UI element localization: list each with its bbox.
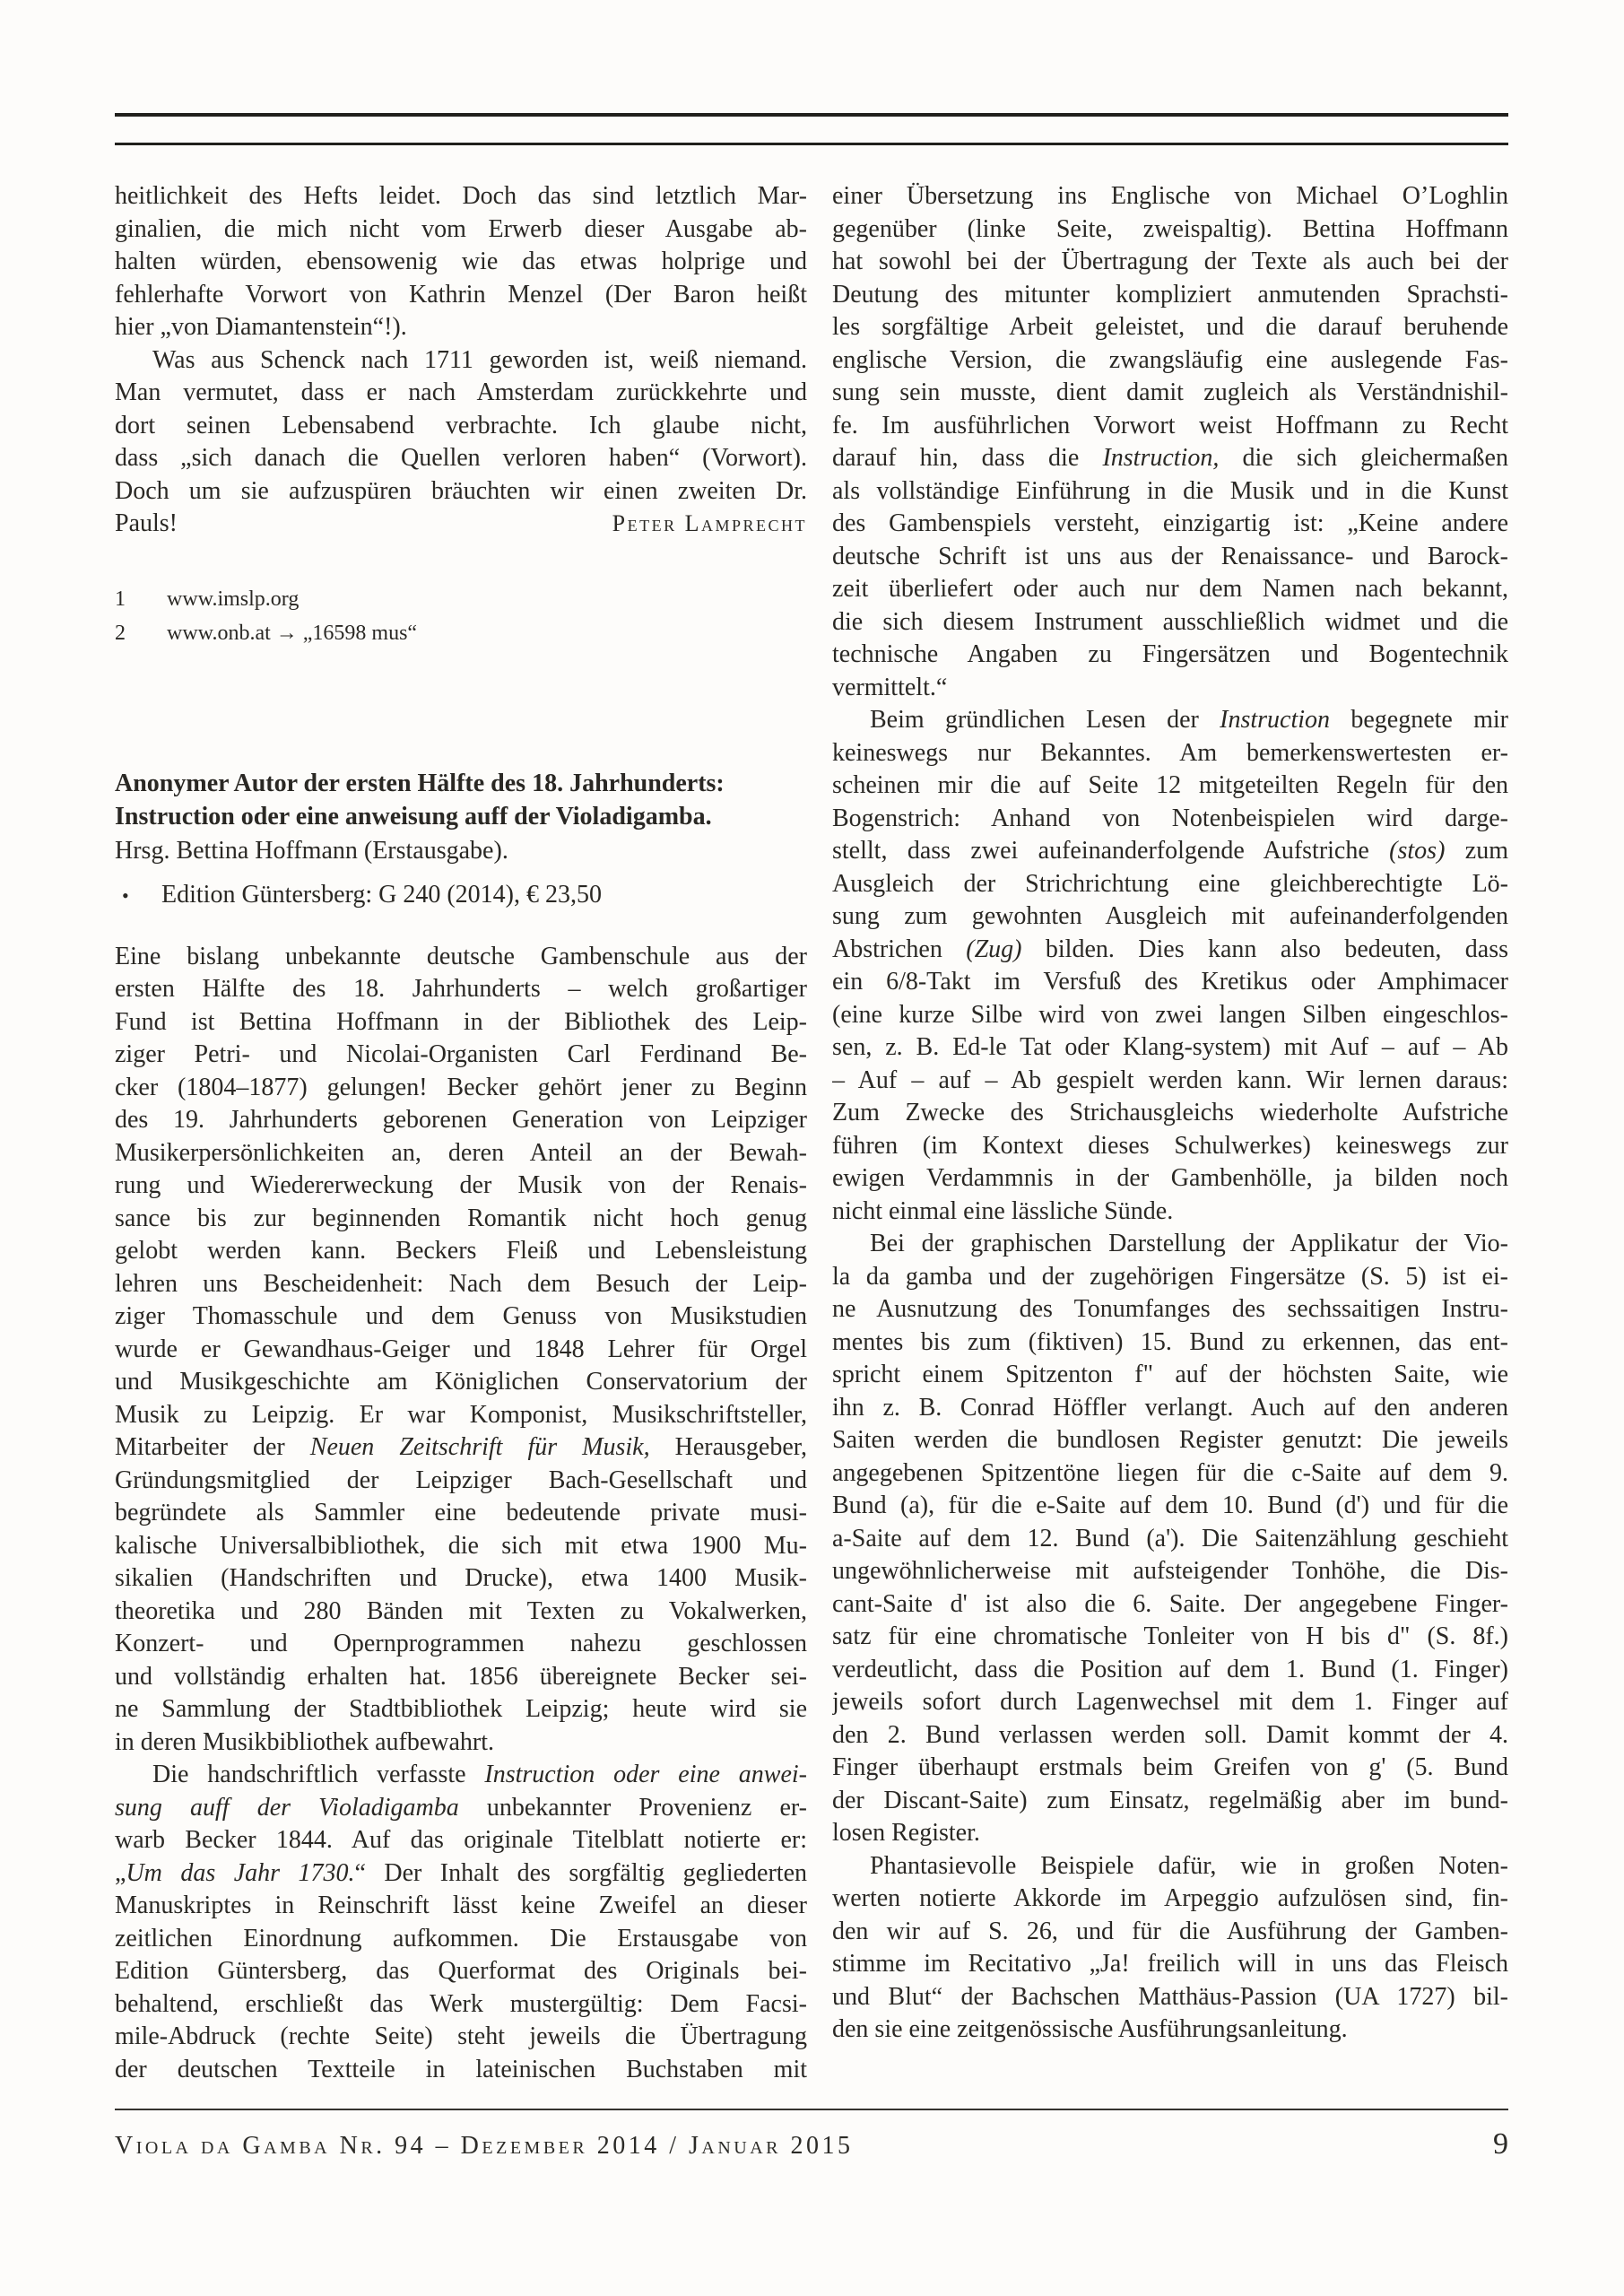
text-line: der Discant-Saite) zum Einsatz, regelmäßig aber im bund- [832,1786,1508,1814]
text-line: hier „von Diamantenstein“!). [115,313,407,341]
page-footer [115,2127,1508,2161]
text: stellt, dass zwei aufeinanderfolgende Aufstriche [832,837,1390,865]
text-line [115,1857,807,1891]
text-line: Phantasievolle Beispiele dafür, wie in großen Noten- [870,1851,1508,1880]
footnote-number: 1 [115,587,126,611]
text-line: les sorgfältige Arbeit geleistet, und die darauf beruhende [832,313,1508,341]
text-line: keineswegs nur Bekanntes. Am bemerkenswertesten er- [832,738,1508,767]
text-line: heitlichkeit des Hefts leidet. Doch das sind letztlich Mar- [115,182,807,210]
text-line: werten notierte Akkorde im Arpeggio aufzulösen sind, fin- [832,1884,1508,1912]
text-line: Finger überhaupt erstmals beim Greifen von g' (5. Bund [832,1753,1508,1781]
top-rule-upper [115,113,1508,117]
paragraph [832,180,1508,704]
text-line: technische Angaben zu Fingersätzen und Bogentechnik [832,640,1508,668]
text-line: Bogenstrich: Anhand von Notenbeispielen wird darge- [832,804,1508,832]
footnote-number: 2 [115,621,126,645]
text-line: Bei der graphischen Darstellung der Applikatur der Vio- [870,1230,1508,1257]
bullet-icon: • [122,884,129,907]
text-line: ziger Thomasschule und dem Genuss von Musikstudien [115,1302,807,1330]
paragraph [832,1228,1508,1850]
bullet-text: Edition Güntersberg: G 240 (2014), € 23,50 [161,881,602,909]
text-line: mile-Abdruck (rechte Seite) steht jeweils die Übertragung [115,2022,807,2050]
text-line: ein 6/8-Takt im Versfuß des Kretikus oder Amphimacer [832,968,1508,996]
italic-text: Instruction oder eine anwei- [484,1761,807,1788]
text-line: spricht einem Spitzenton f" auf der höchsten Saite, wie [832,1361,1508,1388]
text-line: Konzert- und Opernprogrammen nahezu geschlossen [115,1630,807,1657]
text-line: ihn z. B. Conrad Höffler verlangt. Auch auf den anderen [832,1393,1508,1422]
footnote [115,616,807,650]
text-line: nicht einmal eine lässliche Sünde. [832,1196,1174,1225]
text-line: Man vermutet, dass er nach Amsterdam zurückkehrte und [115,378,807,406]
text-line: lehren uns Bescheidenheit: Nach dem Besuch der Leip- [115,1269,807,1298]
italic-text: sung auff der Violadigamba [115,1793,459,1822]
left-column [115,180,807,2086]
text-line [115,1759,807,1792]
text-line: a-Saite auf dem 12. Bund (a'). Die Saitenzählung geschieht [832,1524,1508,1552]
text-line: theoretika und 280 Bänden mit Texten zu Vokalwerken, [115,1596,807,1625]
text-line: einer Übersetzung ins Englische von Michael O’Loghlin [832,182,1508,210]
text-line: cant-Saite d' ist also die 6. Saite. Der angegebene Finger- [832,1589,1508,1618]
text: Abstrichen [832,935,967,963]
paragraph [115,180,807,344]
text-line: den wir auf S. 26, und für die Ausführung der Gamben- [832,1917,1508,1945]
text: Beim gründlichen Lesen der [870,706,1220,734]
text: zum [1445,837,1508,865]
text-line: stimme im Recitativo „Ja! freilich will in uns das Fleisch [832,1950,1508,1978]
text-line: führen (im Kontext dieses Schulwerkes) keineswegs zur [832,1131,1508,1160]
text-line: gegenüber (linke Seite, zweispaltig). Bettina Hoffmann [832,214,1508,243]
text-line: mentes bis zum (fiktiven) 15. Bund zu erkennen, das ent- [832,1327,1508,1356]
page-number: 9 [1493,2127,1508,2161]
text-line: Anonymer Autor der ersten Hälfte des 18. Jahrhunderts: [115,769,725,797]
text-line: englische Version, die zwangsläufig eine auslegende Fas- [832,345,1508,374]
text-line: der deutschen Textteile in lateinischen Buchstaben mit [115,2055,807,2083]
text-line: sen, z. B. Ed-le Tat oder Klang-system) mit Auf – auf – Ab [832,1033,1508,1061]
text-line: ungewöhnlicherweise mit aufsteigender Tonhöhe, die Dis- [832,1557,1508,1585]
text-line [115,1792,807,1825]
italic-text: Instruction, [1102,444,1220,472]
right-column [832,180,1508,2047]
text-line: die sich diesem Instrument ausschließlich widmet und die [832,607,1508,636]
bullet [115,879,807,913]
text-line [832,835,1508,868]
text-line: Edition Güntersberg, das Querformat des Originals bei- [115,1957,807,1985]
text-line [832,934,1508,967]
footnote-text: www.imslp.org [167,587,300,611]
text-line: behaltend, erschließt das Werk mustergültig: Dem Facsi- [115,1989,807,2018]
text-line: den sie eine zeitgenössische Ausführungsanleitung. [832,2015,1348,2043]
text: unbekannter Provenienz er- [458,1793,807,1822]
text-line: und Musikgeschichte am Königlichen Conservatorium der [115,1368,807,1396]
text-line: zeitlichen Einordnung aufkommen. Die Erstausgabe von [115,1924,807,1952]
text-line: ersten Hälfte des 18. Jahrhunderts – welch großartiger [115,975,807,1003]
text: darauf hin, dass die [832,444,1103,472]
text-line: warb Becker 1844. Auf das originale Titelblatt notierte er: [115,1826,807,1854]
text-line: ginalien, die mich nicht vom Erwerb dieser Ausgabe ab- [115,214,807,243]
top-rule-lower [115,143,1508,145]
italic-text: Um das Jahr 1730. [126,1858,355,1887]
text-line: sung zum gewohnten Ausgleich mit aufeinanderfolgenden [832,902,1508,930]
text-line: begründete als Sammler eine bedeutende private musi- [115,1499,807,1526]
text-line: rung und Wiedererweckung der Musik von der Renais- [115,1171,807,1199]
text-line: als vollständige Einführung in die Musik und in die Kunst [832,476,1508,505]
text: “ Der Inhalt des sorgfältig gegliederten [354,1858,807,1887]
text-line: ne Sammlung der Stadtbibliothek Leipzig; heute wird sie [115,1695,807,1723]
text-line: dort seinen Lebensabend verbrachte. Ich glaube nicht, [115,411,807,439]
text-line: jeweils sofort durch Lagenwechsel mit dem 1. Finger auf [832,1688,1508,1716]
text-line: sikalien (Handschriften und Drucke), etwa 1400 Musik- [115,1564,807,1592]
text-line [832,704,1508,737]
text-line: und Blut“ der Bachschen Matthäus-Passion (UA 1727) bil- [832,1982,1508,2011]
text-line: wurde er Gewandhaus-Geiger und 1848 Lehrer für Orgel [115,1335,807,1363]
text-line: ziger Petri- und Nicolai-Organisten Carl Ferdinand Be- [115,1040,807,1068]
text-line: deutsche Schrift ist uns aus der Renaissance- und Barock- [832,542,1508,570]
text-line: Musik zu Leipzig. Er war Komponist, Musikschriftsteller, [115,1400,807,1429]
text-line: verdeutlicht, dass die Position auf dem 1. Bund (1. Finger) [832,1655,1508,1683]
text-line: des Gambenspiels versteht, einzigartig ist: „Keine andere [832,509,1508,537]
text-line: Saiten werden die bundlosen Register genutzt: Die jeweils [832,1426,1508,1454]
text-line: scheinen mir die auf Seite 12 mitgeteilten Regeln für den [832,771,1508,799]
paragraph [832,1850,1508,2047]
text-line: Musikerpersönlichkeiten an, deren Anteil an der Bewah- [115,1138,807,1167]
text-line: satz für eine chromatische Tonleiter von H bis d" (S. 8f.) [832,1622,1508,1650]
text-line: Instruction oder eine anweisung auff der Violadigamba. [115,803,712,831]
text-line: Gründungsmitglied der Leipziger Bach-Gesellschaft und [115,1465,807,1494]
text-line: Was aus Schenck nach 1711 geworden ist, weiß niemand. [152,345,807,374]
paragraph [115,1759,807,2086]
text-line: Ausgleich der Strichrichtung eine gleichberechtigte Lö- [832,869,1508,898]
text-line: vermittelt.“ [832,673,948,701]
text-line: la da gamba und der zugehörigen Fingersätze (S. 5) ist ei- [832,1262,1508,1291]
text-line: den 2. Bund verlassen werden soll. Damit kommt der 4. [832,1720,1508,1749]
text-line: Eine bislang unbekannte deutsche Gambenschule aus der [115,942,807,970]
footnote [115,582,807,616]
text: Die handschriftlich verfasste [152,1761,485,1788]
text-line: hat sowohl bei der Übertragung der Texte als auch bei der [832,248,1508,275]
text-line: cker (1804–1877) gelungen! Becker gehört jener zu Beginn [115,1073,807,1101]
text: die sich gleichermaßen [1219,444,1508,472]
text-line: Fund ist Bettina Hoffmann in der Bibliothek des Leip- [115,1007,807,1036]
text-line: gelobt werden kann. Beckers Fleiß und Lebensleistung [115,1237,807,1265]
text-line: kalische Universalbibliothek, die sich mit etwa 1900 Mu- [115,1531,807,1560]
paragraph [832,704,1508,1228]
text-line: dass „sich danach die Quellen verloren haben“ (Vorwort). [115,444,807,472]
paragraph [115,941,807,1760]
text: Herausgeber, [649,1433,807,1461]
text-line: und vollständig erhalten hat. 1856 übereignete Becker sei- [115,1662,807,1691]
text-line: halten würden, ebensowenig wie das etwas holprige und [115,248,807,275]
journal-title-line: Viola da Gamba Nr. 94 – Dezember 2014 / Januar 2015 [115,2132,854,2160]
text-line: fehlerhafte Vorwort von Kathrin Menzel (Der Baron heißt [115,280,807,309]
text-line [115,1431,807,1465]
text-line: – Auf – auf – Ab gespielt werden kann. Wir lernen daraus: [832,1065,1508,1094]
italic-text: (Zug) [966,935,1022,963]
text-line: Hrsg. Bettina Hoffmann (Erstausgabe). [115,836,508,865]
text-line: Deutung des mitunter kompliziert anmutenden Sprachsti- [832,280,1508,309]
text-line: Doch um sie aufzuspüren bräuchten wir einen zweiten Dr. [115,476,807,505]
footer-rule [115,2109,1508,2110]
text-line: Manuskriptes in Reinschrift lässt keine Zweifel an dieser [115,1892,807,1919]
text: „ [115,1858,126,1887]
text-line [832,442,1508,475]
text-line: ne Ausnutzung des Tonumfanges des sechssaitigen Instru- [832,1295,1508,1323]
text-line: (eine kurze Silbe wird von zwei langen Silben eingeschlos- [832,1000,1508,1029]
text: Mitarbeiter der [115,1433,310,1461]
text-line: angegebenen Spitzentöne liegen für die c-Saite auf dem 9. [832,1458,1508,1487]
text-line: sance bis zur beginnenden Romantik nicht hoch genug [115,1204,807,1232]
text-line: fe. Im ausführlichen Vorwort weist Hoffmann zu Recht [832,411,1508,439]
paragraph-end-text: Pauls! [115,509,178,537]
text: bilden. Dies kann also bedeuten, dass [1021,935,1508,963]
text-line: in deren Musikbibliothek aufbewahrt. [115,1727,495,1756]
text-line: des 19. Jahrhunderts geborenen Generation von Leipziger [115,1106,807,1134]
italic-text: (stos) [1389,837,1446,865]
text: begegnete mir [1330,706,1508,734]
text-line: Zum Zwecke des Strichausgleichs wiederholte Aufstriche [832,1099,1508,1126]
italic-text: Neuen Zeitschrift für Musik, [309,1433,650,1461]
heading [115,767,807,868]
text-line: sung sein musste, dient damit zugleich als Verständnishil- [832,378,1508,406]
text-line: Bund (a), für die e-Saite auf dem 10. Bund (d') und für die [832,1492,1508,1519]
footnote-text: www.onb.at → „16598 mus“ [167,621,418,645]
text-line: ewigen Verdammnis in der Gambenhölle, ja bilden noch [832,1164,1508,1192]
author-byline: Peter Lamprecht [612,510,807,536]
text-line [115,508,807,541]
text-line: losen Register. [832,1819,980,1847]
italic-text: Instruction [1220,706,1331,734]
paragraph [115,344,807,541]
text-line: zeit überliefert oder auch nur dem Namen nach bekannt, [832,575,1508,603]
